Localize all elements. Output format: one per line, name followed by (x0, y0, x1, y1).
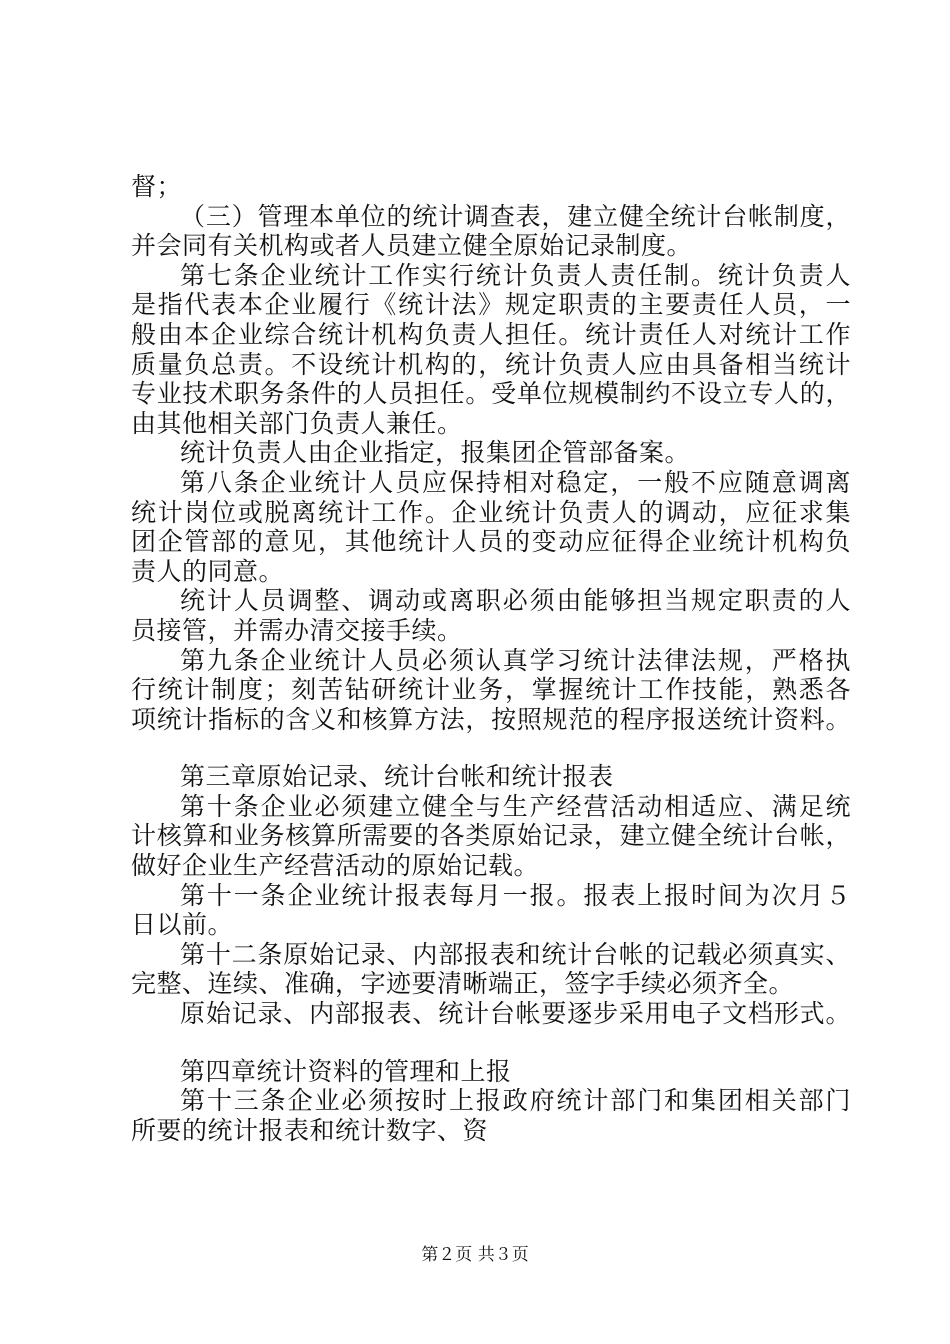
text-line: 计核算和业务核算所需要的各类原始记录，建立健全统计台帐， (131, 821, 851, 851)
text-line: 所要的统计报表和统计数字、资 (131, 1115, 489, 1145)
text-line: 统计岗位或脱离统计工作。企业统计负责人的调动，应征求集 (131, 497, 851, 527)
text-line: 第九条企业统计人员必须认真学习统计法律法规，严格执 (180, 645, 851, 675)
text-line: 专业技术职务条件的人员担任。受单位规模制约不设立专人的， (131, 379, 851, 409)
text-line: 第八条企业统计人员应保持相对稳定，一般不应随意调离 (180, 467, 851, 497)
text-line: 做好企业生产经营活动的原始记载。 (131, 851, 540, 881)
text-line: 团企管部的意见，其他统计人员的变动应征得企业统计机构负 (131, 527, 851, 557)
page-number: 第２页 共３页 (421, 1245, 529, 1265)
text-line: 第七条企业统计工作实行统计负责人责任制。统计负责人 (180, 260, 851, 290)
text-line: 第十一条企业统计报表每月一报。报表上报时间为次月５ (180, 880, 851, 910)
text-line: 第十条企业必须建立健全与生产经营活动相适应、满足统 (180, 791, 851, 821)
text-line: 第十二条原始记录、内部报表和统计台帐的记载必须真实、 (180, 939, 851, 969)
text-line: 员接管，并需办清交接手续。 (131, 615, 463, 645)
text-line: 并会同有关机构或者人员建立健全原始记录制度。 (131, 231, 693, 261)
text-line: 督； (131, 172, 183, 201)
text-line: 是指代表本企业履行《统计法》规定职责的主要责任人员，一 (131, 290, 851, 320)
text-line: 原始记录、内部报表、统计台帐要逐步采用电子文档形式。 (180, 999, 851, 1029)
text-line: 般由本企业综合统计机构负责人担任。统计责任人对统计工作 (131, 319, 851, 349)
text-line: 统计人员调整、调动或离职必须由能够担当规定职责的人 (180, 586, 851, 616)
text-line: 统计负责人由企业指定，报集团企管部备案。 (180, 438, 691, 468)
text-line: 质量负总责。不设统计机构的，统计负责人应由具备相当统计 (131, 349, 851, 379)
document-body (131, 172, 851, 1145)
text-line: 行统计制度；刻苦钻研统计业务，掌握统计工作技能，熟悉各 (131, 675, 851, 705)
chapter-heading: 第四章统计资料的管理和上报 (180, 1056, 512, 1086)
chapter-heading: 第三章原始记录、统计台帐和统计报表 (180, 762, 614, 792)
text-line: 由其他相关部门负责人兼任。 (131, 408, 463, 438)
text-line: 日以前。 (131, 910, 234, 940)
text-line: 完整、连续、准确，字迹要清晰端正，签字手续必须齐全。 (131, 969, 795, 999)
text-line: 项统计指标的含义和核算方法，按照规范的程序报送统计资料。 (131, 704, 851, 734)
paragraph-gap (131, 1029, 851, 1057)
text-line: 第十三条企业必须按时上报政府统计部门和集团相关部门 (180, 1086, 851, 1116)
page-footer (0, 1244, 950, 1266)
paragraph-gap (131, 734, 851, 762)
text-line: （三）管理本单位的统计调查表，建立健全统计台帐制度， (180, 201, 851, 231)
text-line: 责人的同意。 (131, 556, 285, 586)
